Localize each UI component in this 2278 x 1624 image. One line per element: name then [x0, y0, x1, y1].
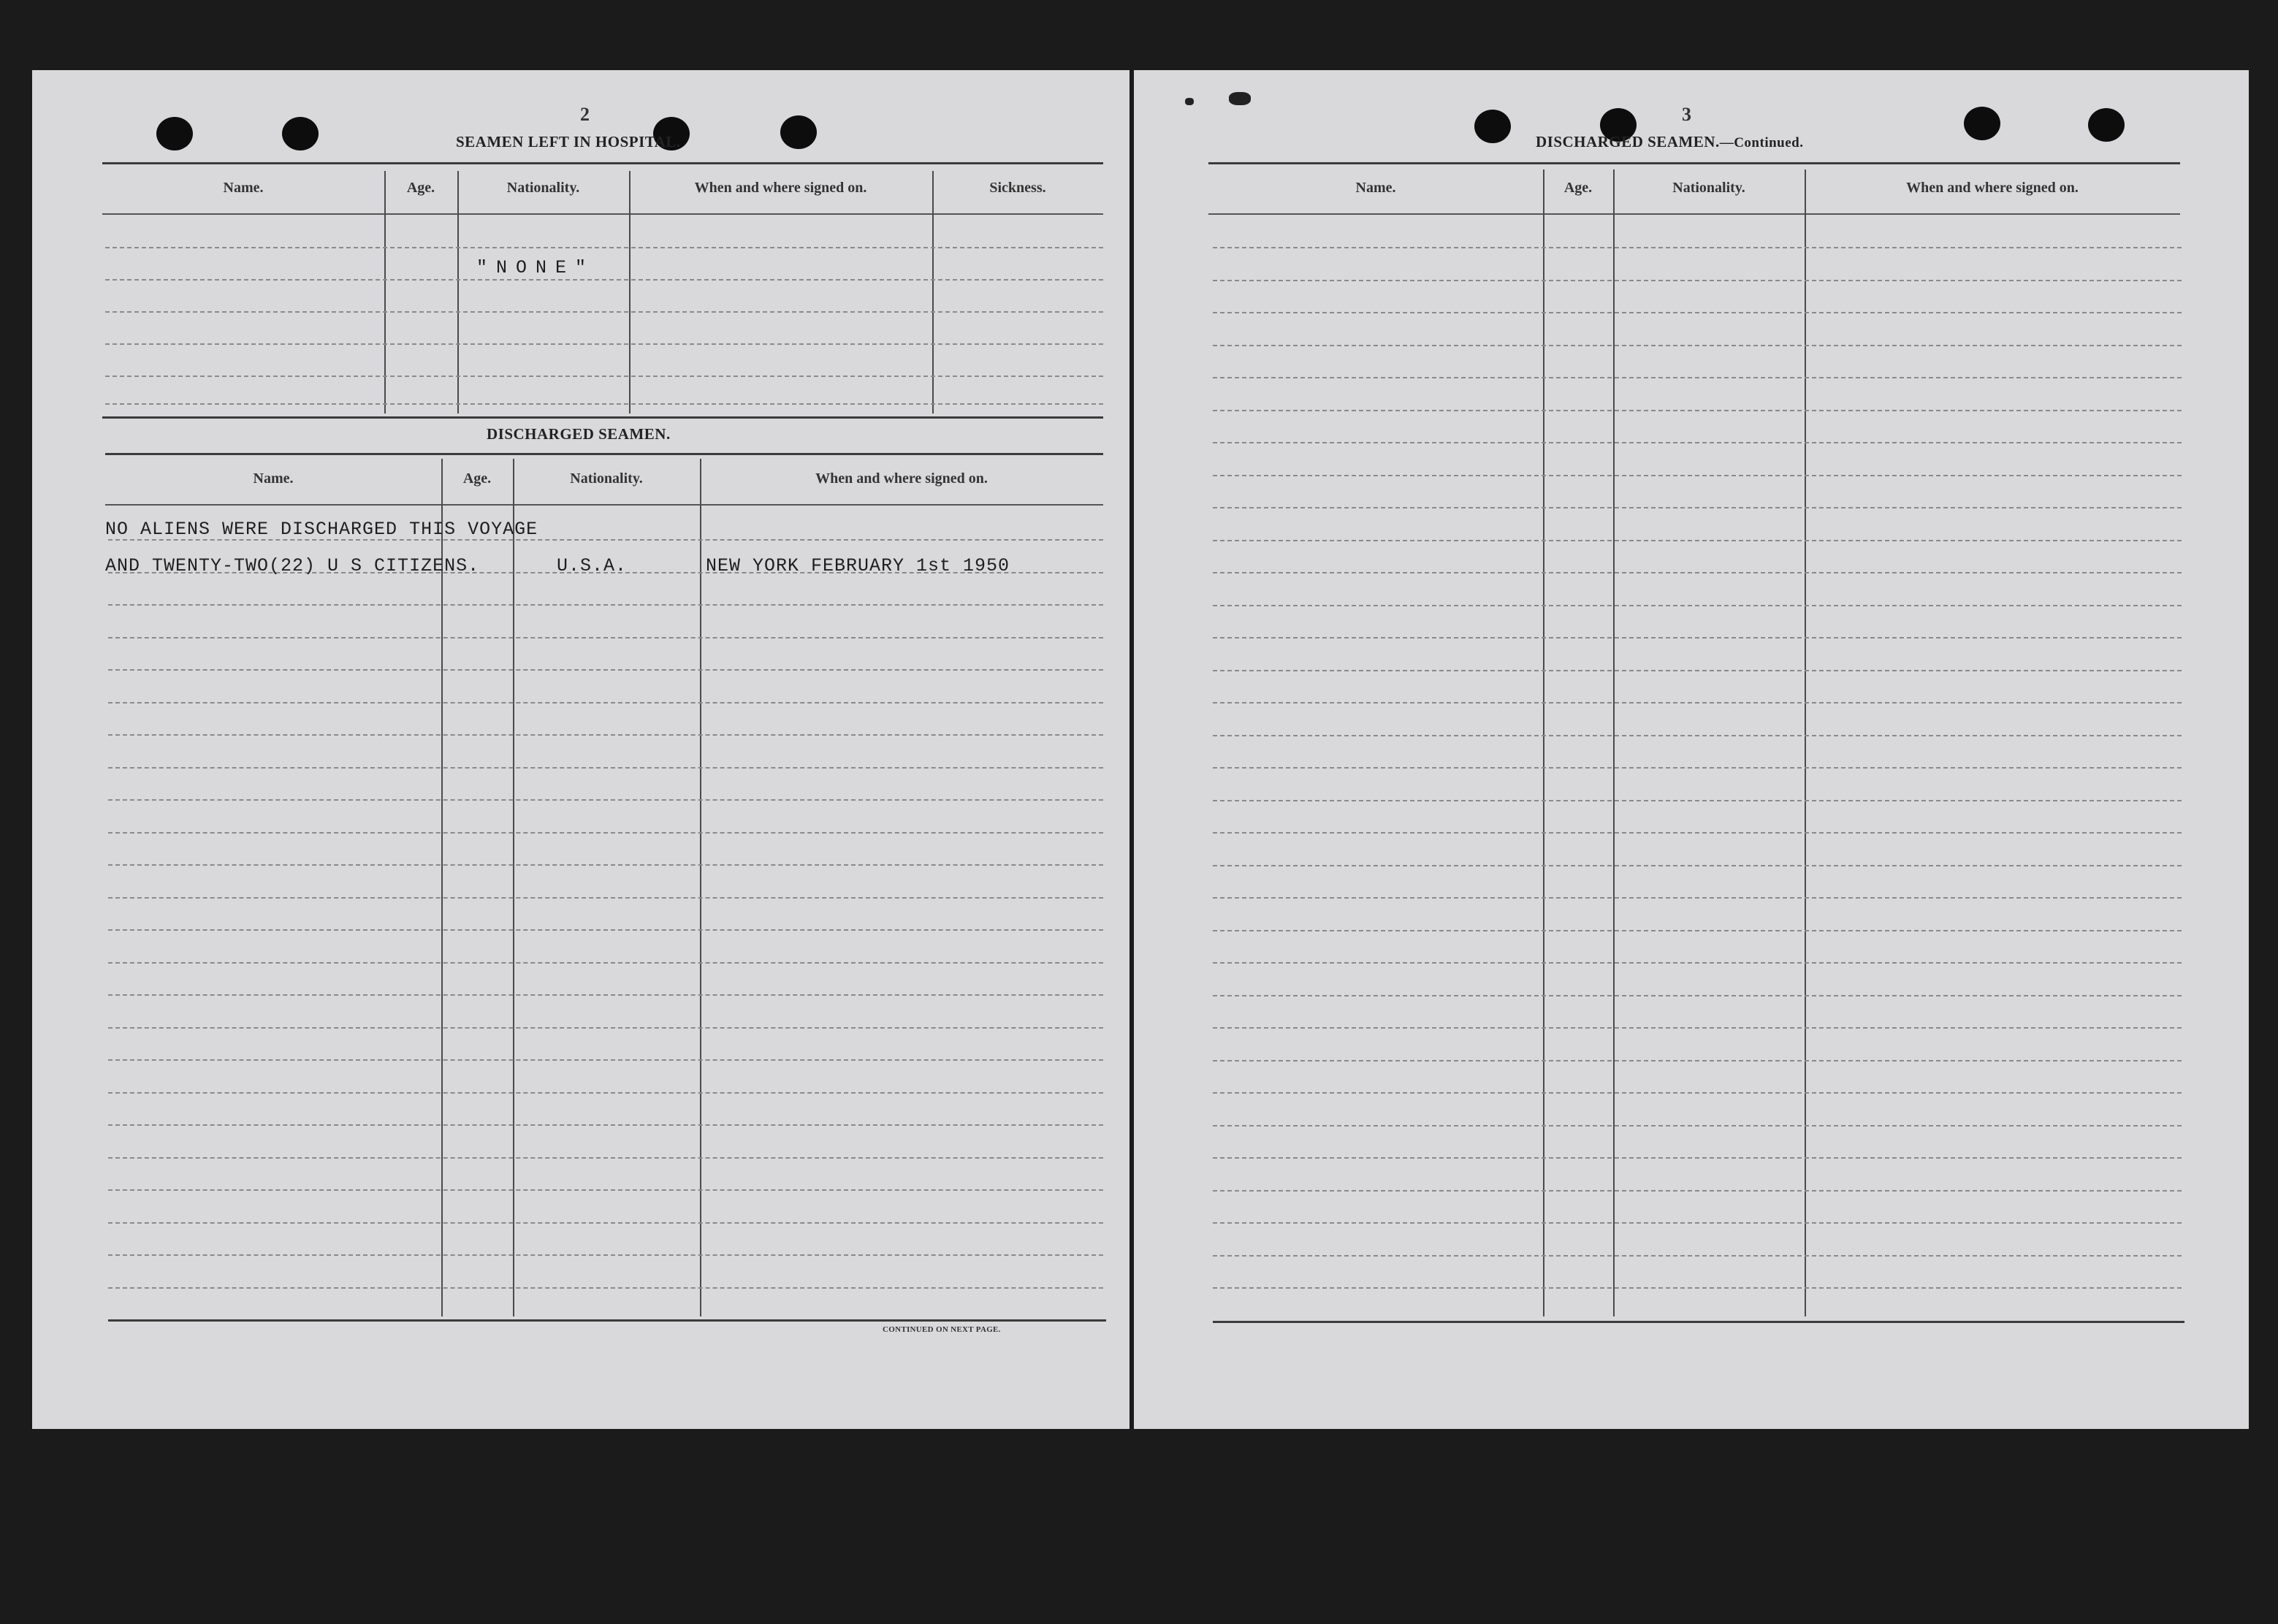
- hospital-entry-none: "NONE": [476, 257, 595, 278]
- ruled-line: [1213, 1060, 2182, 1061]
- column-header-age: Age.: [1563, 180, 1593, 196]
- ruled-line: [1213, 962, 2182, 964]
- ruled-line: [108, 799, 1103, 801]
- ruled-line: [108, 669, 1103, 671]
- page-number: 3: [1682, 104, 1691, 125]
- column-divider: [1543, 169, 1544, 1316]
- table-rule: [105, 504, 1103, 506]
- ruled-line: [1213, 670, 2182, 671]
- column-header-sickness: Sickness.: [989, 180, 1046, 196]
- ruled-line: [105, 247, 1103, 248]
- ruled-line: [1213, 442, 2182, 443]
- ruled-line: [105, 375, 1103, 377]
- discharged-line-2-nationality: U.S.A.: [557, 555, 628, 576]
- table-rule: [1208, 162, 2180, 164]
- column-header-signed-on: When and where signed on.: [694, 180, 867, 196]
- ruled-line: [108, 702, 1103, 704]
- ruled-line: [1213, 735, 2182, 736]
- ruled-line: [108, 1157, 1103, 1159]
- column-header-name: Name.: [1355, 180, 1396, 196]
- ruled-line: [105, 311, 1103, 313]
- ruled-line: [1213, 637, 2182, 638]
- ruled-line: [108, 929, 1103, 931]
- ruled-line: [105, 343, 1103, 345]
- right-page: [1134, 70, 2249, 1429]
- continued-footer: CONTINUED ON NEXT PAGE.: [883, 1325, 1001, 1334]
- ruled-line: [1213, 865, 2182, 866]
- ruled-line: [105, 403, 1103, 405]
- ruled-line: [1213, 1157, 2182, 1159]
- ruled-line: [108, 897, 1103, 899]
- punch-hole: [1964, 107, 2000, 140]
- ruled-line: [108, 1254, 1103, 1256]
- ruled-line: [1213, 1027, 2182, 1029]
- hospital-section-title: SEAMEN LEFT IN HOSPITAL.: [456, 133, 681, 150]
- column-divider: [441, 459, 443, 1316]
- column-header-signed-on: When and where signed on.: [1906, 180, 2079, 196]
- ruled-line: [1213, 540, 2182, 541]
- ruled-line: [105, 279, 1103, 281]
- ruled-line: [1213, 377, 2182, 378]
- ruled-line: [1213, 572, 2182, 573]
- column-header-age: Age.: [406, 180, 435, 196]
- column-divider: [1613, 169, 1615, 1316]
- ruled-line: [1213, 1222, 2182, 1224]
- ruled-line: [1213, 410, 2182, 411]
- ruled-line: [1213, 475, 2182, 476]
- ruled-line: [1213, 897, 2182, 899]
- punch-hole: [1474, 110, 1511, 143]
- discharged-section-title: DISCHARGED SEAMEN.: [487, 425, 671, 443]
- ruled-line: [1213, 507, 2182, 508]
- ruled-line: [108, 637, 1103, 638]
- ruled-line: [108, 767, 1103, 769]
- column-header-name: Name.: [253, 470, 294, 487]
- discharged-line-2-name: AND TWENTY-TWO(22) U S CITIZENS.: [105, 555, 480, 576]
- ruled-line: [1213, 995, 2182, 996]
- column-header-age: Age.: [462, 470, 492, 487]
- ruled-line: [108, 604, 1103, 606]
- table-rule: [102, 213, 1103, 215]
- ruled-line: [108, 1124, 1103, 1126]
- table-rule: [1213, 1321, 2184, 1323]
- column-divider: [629, 171, 631, 413]
- column-divider: [932, 171, 934, 413]
- punch-hole: [156, 117, 193, 150]
- left-page: [32, 70, 1130, 1429]
- ruled-line: [1213, 800, 2182, 801]
- ruled-line: [1213, 702, 2182, 704]
- column-header-nationality: Nationality.: [506, 180, 580, 196]
- ruled-line: [108, 864, 1103, 866]
- ruled-line: [1213, 345, 2182, 346]
- ink-smudge: [1185, 98, 1194, 105]
- ruled-line: [108, 1287, 1103, 1289]
- punch-hole: [282, 117, 319, 150]
- ruled-line: [1213, 930, 2182, 931]
- ink-smudge: [1229, 92, 1251, 105]
- ruled-line: [108, 734, 1103, 736]
- punch-hole: [780, 115, 817, 149]
- ruled-line: [1213, 767, 2182, 769]
- discharged-line-1: NO ALIENS WERE DISCHARGED THIS VOYAGE: [105, 519, 538, 540]
- column-divider: [513, 459, 514, 1316]
- ruled-line: [108, 1059, 1103, 1061]
- ruled-line: [108, 962, 1103, 964]
- column-divider: [457, 171, 459, 413]
- ruled-line: [108, 994, 1103, 996]
- table-rule: [1208, 213, 2180, 215]
- page-title-main: DISCHARGED SEAMEN.: [1536, 133, 1720, 150]
- table-rule: [108, 1319, 1106, 1322]
- ruled-line: [1213, 1287, 2182, 1289]
- column-header-signed-on: When and where signed on.: [815, 470, 988, 487]
- ruled-line: [1213, 247, 2182, 248]
- column-divider: [384, 171, 386, 413]
- ruled-line: [1213, 312, 2182, 313]
- column-header-nationality: Nationality.: [1672, 180, 1745, 196]
- ruled-line: [108, 1222, 1103, 1224]
- table-rule: [102, 162, 1103, 164]
- column-header-nationality: Nationality.: [570, 470, 643, 487]
- ruled-line: [1213, 1255, 2182, 1257]
- ruled-line: [1213, 1190, 2182, 1192]
- ruled-line: [1213, 832, 2182, 834]
- ruled-line: [1213, 280, 2182, 281]
- ruled-line: [108, 1027, 1103, 1029]
- ruled-line: [108, 1189, 1103, 1191]
- table-rule: [105, 453, 1103, 455]
- punch-hole: [2088, 108, 2125, 142]
- discharged-line-2-signed-on: NEW YORK FEBRUARY 1st 1950: [706, 555, 1010, 576]
- column-divider: [1805, 169, 1806, 1316]
- page-title: [1536, 133, 1803, 151]
- table-rule: [102, 416, 1103, 419]
- column-header-name: Name.: [223, 180, 264, 196]
- page-number: 2: [580, 104, 590, 125]
- ruled-line: [1213, 605, 2182, 606]
- ruled-line: [108, 832, 1103, 834]
- page-title-suffix: —Continued.: [1719, 135, 1804, 150]
- ruled-line: [1213, 1092, 2182, 1094]
- column-divider: [700, 459, 701, 1316]
- ruled-line: [108, 1092, 1103, 1094]
- ruled-line: [1213, 1125, 2182, 1126]
